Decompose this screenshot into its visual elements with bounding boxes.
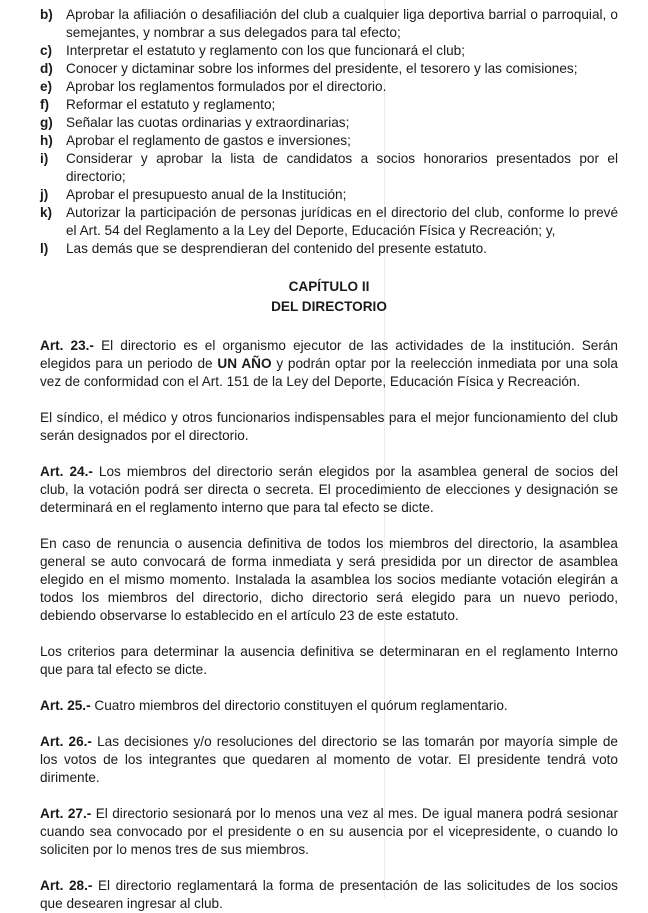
list-item-text: Interpretar el estatuto y reglamento con los que funcionará el club; bbox=[66, 43, 465, 58]
chapter-title: DEL DIRECTORIO bbox=[271, 299, 387, 314]
list-item bbox=[40, 60, 618, 78]
list-item-text: Conocer y dictaminar sobre los informes del presidente, el tesorero y las comisiones; bbox=[66, 61, 578, 76]
paragraph-renuncia: En caso de renuncia o ausencia definitiva de todos los miembros del directorio, la asamblea general se auto convocará de forma inmediata y será presidida por un director de asamblea elegido en el mismo momento. Instalada la asamblea los socios mediante votación elegirán a todos los miembros del directorio, dicho directorio será elegido para un nuevo periodo, debiendo observarse lo establecido en el artículo 23 de este estatuto. bbox=[40, 536, 618, 623]
list-item bbox=[40, 186, 618, 204]
list-item bbox=[40, 240, 618, 258]
paragraph-sindico: El síndico, el médico y otros funcionarios indispensables para el mejor funcionamiento del club serán designados por el directorio. bbox=[40, 410, 618, 443]
article-text: Los miembros del directorio serán elegidos por la asamblea general de socios del club, la votación podrá ser directa o secreta. El procedimiento de elecciones y designación se determinará en el reglamento interno que para tal efecto se dicte. bbox=[40, 464, 618, 515]
list-item-label: f) bbox=[40, 97, 50, 112]
article-label: Art. 23.- bbox=[40, 338, 94, 353]
article-26 bbox=[40, 733, 618, 787]
list-item-label: j) bbox=[40, 187, 49, 202]
list-item-text: Las demás que se desprendieran del contenido del presente estatuto. bbox=[66, 241, 487, 256]
article-text: Cuatro miembros del directorio constituyen el quórum reglamentario. bbox=[90, 698, 508, 713]
list-item-label: l) bbox=[40, 241, 49, 256]
article-text: Las decisiones y/o resoluciones del directorio se las tomarán por mayoría simple de los votos de los integrantes que quedaren al momento de votar. El presidente tendrá voto dirimente. bbox=[40, 734, 618, 785]
list-item-text: Autorizar la participación de personas jurídicas en el directorio del club, conforme lo prevé el Art. 54 del Reglamento a la Ley del Deporte, Educación Física y Recreación; y, bbox=[66, 205, 618, 238]
list-item-text: Aprobar el reglamento de gastos e inversiones; bbox=[66, 133, 351, 148]
list-item bbox=[40, 42, 618, 60]
list-item bbox=[40, 150, 618, 186]
article-label: Art. 28.- bbox=[40, 878, 93, 893]
list-item-label: i) bbox=[40, 151, 49, 166]
list-item bbox=[40, 204, 618, 240]
list-item-label: c) bbox=[40, 43, 53, 58]
list-item-label: k) bbox=[40, 205, 53, 220]
article-28 bbox=[40, 877, 618, 913]
list-item bbox=[40, 132, 618, 150]
article-23 bbox=[40, 337, 618, 391]
document-page bbox=[40, 6, 618, 913]
list-item-text: Aprobar el presupuesto anual de la Institución; bbox=[66, 187, 347, 202]
article-27 bbox=[40, 805, 618, 859]
chapter-number: CAPÍTULO II bbox=[288, 279, 370, 294]
chapter-heading bbox=[40, 277, 618, 317]
article-label: Art. 26.- bbox=[40, 734, 92, 749]
article-25 bbox=[40, 697, 618, 715]
article-text: El directorio es el organismo ejecutor de las actividades de la institución. Serán elegidos para un periodo de bbox=[40, 338, 618, 371]
article-text: El directorio sesionará por lo menos una vez al mes. De igual manera podrá sesionar cuando sea convocado por el presidente o en su ausencia por el vicepresidente, o cuando lo soliciten por lo menos tres de sus miembros. bbox=[40, 806, 618, 857]
article-emphasis: UN AÑO bbox=[217, 356, 272, 371]
paragraph-criterios: Los criterios para determinar la ausencia definitiva se determinaran en el reglamento Interno que para tal efecto se dicte. bbox=[40, 644, 618, 677]
list-item-text: Aprobar los reglamentos formulados por el directorio. bbox=[66, 79, 387, 94]
article-24 bbox=[40, 463, 618, 517]
list-item bbox=[40, 96, 618, 114]
article-text: El directorio reglamentará la forma de presentación de las solicitudes de los socios que desearen ingresar al club. bbox=[40, 878, 618, 911]
article-label: Art. 25.- bbox=[40, 698, 91, 713]
list-item bbox=[40, 6, 618, 42]
list-item-label: b) bbox=[40, 7, 53, 22]
list-item-text: Reformar el estatuto y reglamento; bbox=[66, 97, 276, 112]
list-item-text: Señalar las cuotas ordinarias y extraordinarias; bbox=[66, 115, 350, 130]
list-item-label: h) bbox=[40, 133, 53, 148]
list-item-text: Aprobar la afiliación o desafiliación del club a cualquier liga deportiva barrial o parroquial, o semejantes, y nombrar a sus delegados para tal efecto; bbox=[66, 7, 618, 40]
list-item bbox=[40, 114, 618, 132]
article-text: y podrán optar por la reelección inmediata por una sola vez de conformidad con el Art. 151 de la Ley del Deporte, Educación Física y Recreación. bbox=[40, 356, 618, 389]
attributions-list bbox=[40, 6, 618, 258]
article-label: Art. 24.- bbox=[40, 464, 93, 479]
list-item bbox=[40, 78, 618, 96]
list-item-label: d) bbox=[40, 61, 53, 76]
list-item-label: e) bbox=[40, 79, 53, 94]
list-item-text: Considerar y aprobar la lista de candidatos a socios honorarios presentados por el directorio; bbox=[66, 151, 618, 184]
article-label: Art. 27.- bbox=[40, 806, 92, 821]
list-item-label: g) bbox=[40, 115, 53, 130]
